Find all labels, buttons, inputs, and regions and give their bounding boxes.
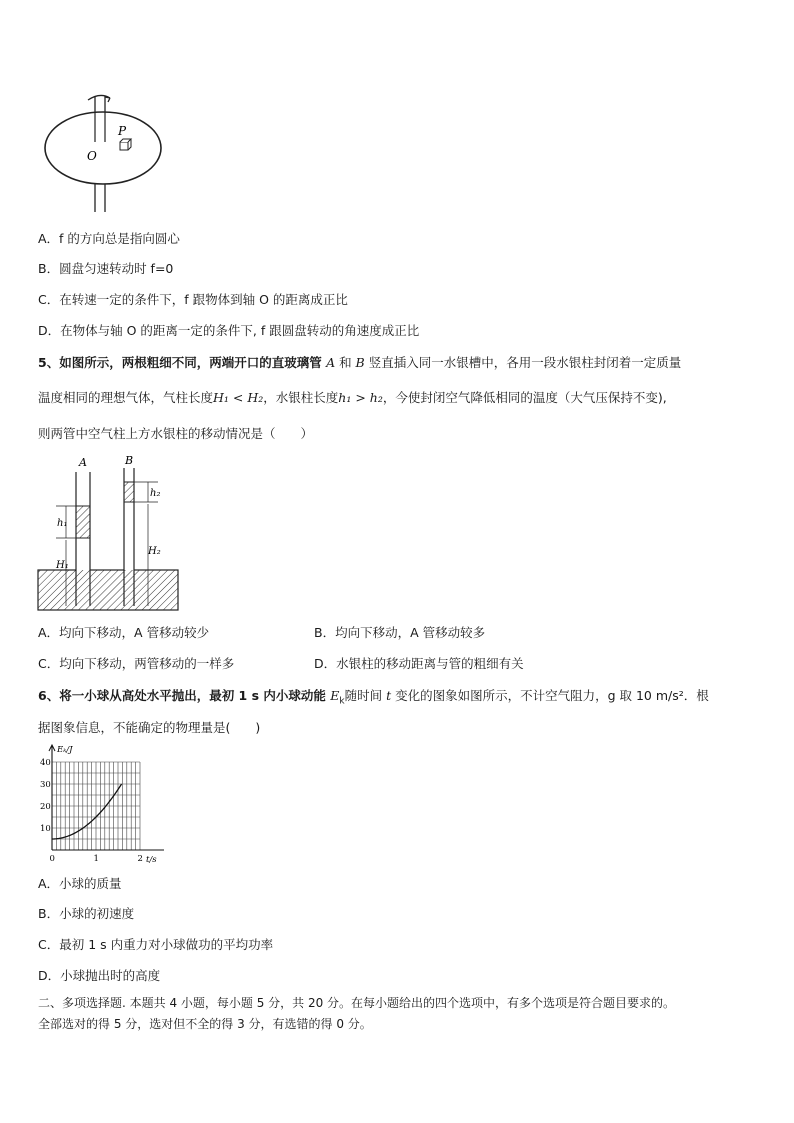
q5-option-d: D．水银柱的移动距离与管的粗细有关	[314, 656, 524, 671]
q6-option-d: D．小球抛出时的高度	[38, 968, 161, 983]
x-tick-label: 1	[93, 854, 99, 864]
q4-option-d: D．在物体与轴 O 的距离一定的条件下, f 跟圆盘转动的角速度成正比	[38, 323, 420, 338]
section2-line1: 二、多项选择题. 本题共 4 小题，每小题 5 分，共 20 分。在每小题给出的四个选项中，有多个选项是符合题目要求的。	[38, 996, 676, 1010]
label-tube-b: B	[125, 454, 134, 467]
x-axis-label: t/s	[146, 855, 157, 865]
q6-stem-line1: 6、将一小球从高处水平抛出，最初 1 s 内小球动能 $E_k$随时间 t 变化的图象如图所示，不计空气阻力，g 取 10 m/s²．根	[38, 688, 709, 707]
label-h2: h₂	[150, 488, 161, 499]
label-tube-a: A	[79, 456, 87, 469]
y-axis-label: Eₖ/J	[57, 745, 73, 755]
y-tick-label: 30	[40, 780, 51, 790]
q5-option-b: B．均向下移动，A 管移动较多	[314, 625, 486, 640]
x-tick-label: 0	[49, 854, 55, 864]
label-H2: H₂	[148, 546, 161, 557]
q5-option-c: C．均向下移动，两管移动的一样多	[38, 656, 235, 671]
q5-stem-line2: 温度相同的理想气体，气柱长度H₁ < H₂，水银柱长度h₁ > h₂，今使封闭空气降低相同的温度（大气压保持不变),	[38, 390, 667, 405]
label-h1: h₁	[57, 518, 68, 529]
q5-stem-line3: 则两管中空气柱上方水银柱的移动情况是（ ）	[38, 426, 314, 441]
disc-figure	[40, 88, 170, 216]
y-tick-label: 20	[40, 802, 51, 812]
y-tick-label: 40	[40, 758, 51, 768]
q6-option-c: C．最初 1 s 内重力对小球做功的平均功率	[38, 937, 274, 952]
ek-curve	[52, 784, 122, 839]
q6-option-a: A．小球的质量	[38, 876, 122, 891]
label-p: P	[118, 124, 127, 138]
ek-time-chart	[30, 742, 170, 866]
label-H1: H₁	[56, 560, 69, 571]
q4-option-b: B．圆盘匀速转动时 f=0	[38, 261, 174, 276]
label-o: O	[87, 149, 97, 163]
section2-line2: 全部选对的得 5 分，选对但不全的得 3 分，有选错的得 0 分。	[38, 1017, 372, 1031]
x-tick-label: 2	[137, 854, 143, 864]
q6-stem-line2: 据图象信息，不能确定的物理量是( )	[38, 720, 261, 735]
q4-option-a: A．f 的方向总是指向圆心	[38, 231, 180, 246]
q4-option-c: C．在转速一定的条件下，f 跟物体到轴 O 的距离成正比	[38, 292, 348, 307]
tubes-figure	[36, 454, 182, 614]
q6-option-b: B．小球的初速度	[38, 906, 135, 921]
q5-stem-line1: 5、如图所示，两根粗细不同，两端开口的直玻璃管 A 和 B 竖直插入同一水银槽中，各用一段水银柱封闭着一定质量	[38, 355, 682, 370]
y-tick-label: 10	[40, 824, 51, 834]
q5-option-a: A．均向下移动，A 管移动较少	[38, 625, 210, 640]
